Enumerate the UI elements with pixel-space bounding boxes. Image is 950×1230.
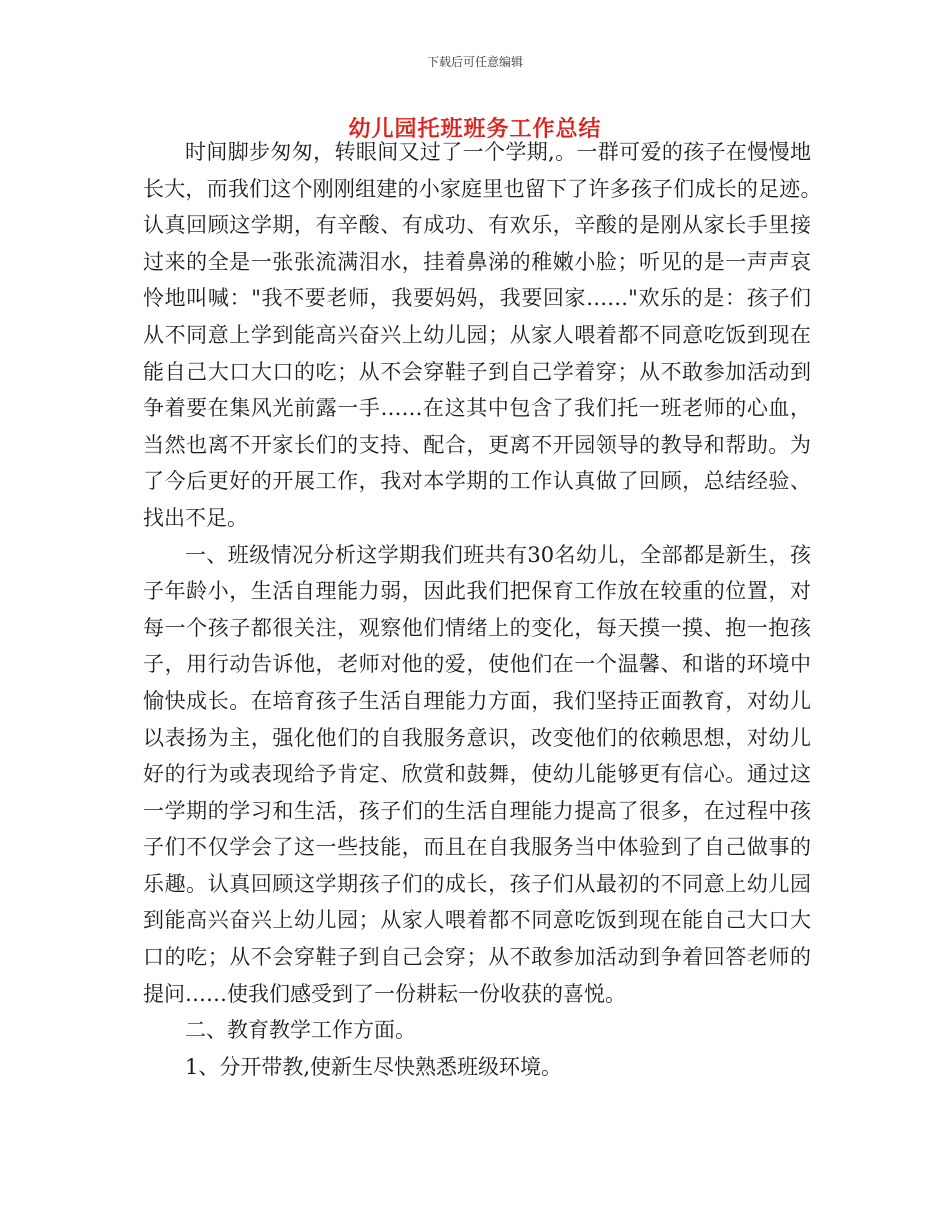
page-header-note: 下载后可任意编辑: [426, 55, 523, 69]
document-title: 幼儿园托班班务工作总结: [348, 117, 602, 142]
document-body: [143, 134, 832, 1085]
paragraph-item-1: 1、分开带教,使新生尽快熟悉班级环境。: [185, 1054, 563, 1079]
paragraph-section-heading: 二、教育教学工作方面。: [185, 1018, 416, 1043]
paragraph-class-analysis: 一、班级情况分析这学期我们班共有30名幼儿，全部都是新生，孩子年龄小，生活自理能力弱，因此我们把保育工作放在较重的位置，对每一个孩子都很关注，观察他们情绪上的变化，每天摸一摸、抱一抱孩子，用行动告诉他，老师对他的爱，使他们在一个温馨、和谐的环境中愉快成长。在培育孩子生活自理能力方面，我们坚持正面教育，对幼儿以表扬为主，强化他们的自我服务意识，改变他们的依赖思想，对幼儿好的行为或表现给予肯定、欣赏和鼓舞，使幼儿能够更有信心。通过这一学期的学习和生活，孩子们的生活自理能力提高了很多，在过程中孩子们不仅学会了这一些技能，而且在自我服务当中体验到了自己做事的乐趣。认真回顾这学期孩子们的成长，孩子们从最初的不同意上幼儿园到能高兴奋兴上幼儿园；从家人喂着都不同意吃饭到现在能自己大口大口的吃；从不会穿鞋子到自己会穿；从不敢参加活动到争着回答老师的提问……使我们感受到了一份耕耘一份收获的喜悦。: [143, 542, 811, 1006]
paragraph-intro: 时间脚步匆匆，转眼间又过了一个学期,。一群可爱的孩子在慢慢地长大，而我们这个刚刚组建的小家庭里也留下了许多孩子们成长的足迹。 认真回顾这学期，有辛酸、有成功、有欢乐，辛酸的是刚从家长手里接过来的全是一张张流满泪水，挂着鼻涕的稚嫩小脸；听见的是一声声哀怜地叫喊："我不要老师，我要妈妈，我要回家……"欢乐的是：孩子们从不同意上学到能高兴奋兴上幼儿园；从家人喂着都不同意吃饭到现在能自己大口大口的吃；从不会穿鞋子到自己学着穿；从不敢参加活动到争着要在集风光前露一手……在这其中包含了我们托一班老师的心血，当然也离不开家长们的支持、配合，更离不开园领导的教导和帮助。为了今后更好的开展工作，我对本学期的工作认真做了回顾，总结经验、找出不足。: [143, 140, 832, 530]
